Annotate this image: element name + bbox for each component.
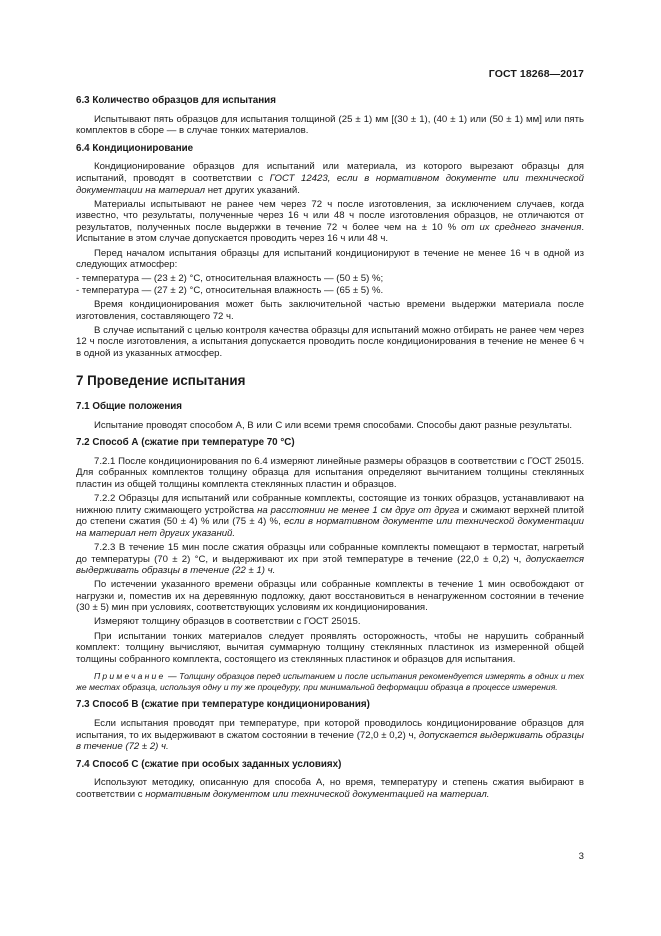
page-content bbox=[76, 95, 584, 803]
page-number: 3 bbox=[578, 851, 584, 862]
clause-7-2-3-thin-materials: При испытании тонких материалов следует проявлять осторожность, чтобы не нарушить собранный комплект: толщину вычисляют, вычитая суммарную толщину стеклянных пластинок из измеренной общей толщины собранного комплекта, состоящего из стеклянных пластинок и образцов для испытания. bbox=[76, 630, 584, 665]
section-6-3-heading: 6.3 Количество образцов для испытания bbox=[76, 95, 276, 106]
section-6-4-paragraph-1: Кондиционирование образцов для испытаний или материала, из которого вырезают образцы для испытаний, проводят в соответствии с ГОСТ 12423, если в нормативном документе или технической документации на материал нет других указаний. bbox=[76, 161, 584, 196]
section-7-1-paragraph: Испытание проводят способом А, В или С или всеми тремя способами. Способы дают разные результаты. bbox=[94, 419, 573, 431]
note-paragraph: Примечание — Толщину образцов перед испытанием и после испытания рекомендуется измерять в одних и тех же местах образца, используя одну и ту же процедуру, при минимальной деформации образца в процессе измерения. bbox=[76, 671, 584, 693]
clause-7-2-2: 7.2.2 Образцы для испытаний или собранные комплекты, состоящие из тонких образцов, устанавливают на нижнюю плиту сжимающего устройства на расстоянии не менее 1 см друг от друга и сжимают верхней плитой до степени сжатия (50 ± 4) % или (75 ± 4) %, если в нормативном документе или технической документации на материал нет других указаний. bbox=[76, 493, 584, 539]
section-7-3-heading: 7.3 Способ В (сжатие при температуре кондиционирования) bbox=[76, 699, 370, 711]
section-6-4-paragraph-3: Перед началом испытания образцы для испытаний кондиционируют в течение не менее 16 ч в одной из следующих атмосфер: bbox=[76, 247, 584, 271]
clause-7-2-3-recovery: По истечении указанного времени образцы или собранные комплекты в течение 1 мин освобождают от нагрузки и, поместив их на деревянную подложку, дают восстановиться в ненагруженном состоянии в течение (30 ± 5) мин при условиях, соответствующих условиям их кондиционирования. bbox=[76, 579, 584, 614]
section-7-4-heading: 7.4 Способ С (сжатие при особых заданных условиях) bbox=[76, 758, 342, 770]
clause-7-2-3-measure: Измеряют толщину образцов в соответствии с ГОСТ 25015. bbox=[94, 616, 361, 628]
section-7-heading: 7 Проведение испытания bbox=[76, 373, 246, 389]
note-label: Примечание bbox=[94, 671, 166, 682]
section-6-4-paragraph-5: В случае испытаний с целью контроля качества образцы для испытаний можно отбирать не ранее чем через 12 ч после изготовления, а испытания допускается проводить после кондиционирования в течение не менее 6 ч в одной из указанных атмосфер. bbox=[76, 324, 584, 359]
section-6-3-paragraph: Испытывают пять образцов для испытания толщиной (25 ± 1) мм [(30 ± 1), (40 ± 1) или (50 ± 1) мм] или пять комплектов в сборе — в случае тонких материалов. bbox=[76, 113, 584, 137]
atmosphere-item-1: - температура — (23 ± 2) °С, относительная влажность — (50 ± 5) %; bbox=[76, 273, 384, 285]
document-id-header: ГОСТ 18268—2017 bbox=[488, 68, 584, 80]
section-7-2-heading: 7.2 Способ А (сжатие при температуре 70 °С) bbox=[76, 437, 295, 449]
clause-7-2-1: 7.2.1 После кондиционирования по 6.4 измеряют линейные размеры образцов в соответствии с ГОСТ 25015. Для собранных комплектов толщину образца для испытания определяют вычитанием толщины стеклянных пластин из общей толщины комплекта стеклянных пластин и образцов. bbox=[76, 455, 584, 490]
gost-12423-reference: ГОСТ 12423 bbox=[269, 172, 328, 184]
clause-7-2-3: 7.2.3 В течение 15 мин после сжатия образцы или собранные комплекты помещают в термостат, нагретый до температуры (70 ± 2) °С, и выдерживают их при этой температуре в течение (22,0 ± 0,2) ч, допускается выдерживать образцы в течение (22 ± 1) ч. bbox=[76, 541, 584, 577]
section-6-4-paragraph-2: Материалы испытывают не ранее чем через 72 ч после изготовления, за исключением случаев, когда известно, что результаты, полученные через 16 ч или 48 ч после изготовления образцов, не отличаются от результатов, полученных после выдержки в течение 72 ч более чем на ± 10 % от их среднего значения. Испытание в этом случае допускается проводить через 16 ч или 48 ч. bbox=[76, 198, 584, 245]
section-6-4-heading: 6.4 Кондиционирование bbox=[76, 142, 194, 154]
section-7-1-heading: 7.1 Общие положения bbox=[76, 400, 183, 412]
section-6-4-paragraph-4: Время кондиционирования может быть заключительной частью времени выдержки материала после изготовления, составляющего 72 ч. bbox=[76, 298, 584, 322]
section-7-4-paragraph: Используют методику, описанную для способа А, но время, температуру и степень сжатия выбирают в соответствии с нормативным документом или технической документацией на материал. bbox=[76, 777, 584, 800]
section-7-3-paragraph: Если испытания проводят при температуре, при которой проводилось кондиционирование образцов для испытания, то их выдерживают в сжатом состоянии в течение (72,0 ± 0,2) ч, допускается выдерживать образцы в течение (72 ± 2) ч. bbox=[76, 717, 584, 753]
atmosphere-item-2: - температура — (27 ± 2) °С, относительная влажность — (65 ± 5) %. bbox=[76, 284, 384, 296]
